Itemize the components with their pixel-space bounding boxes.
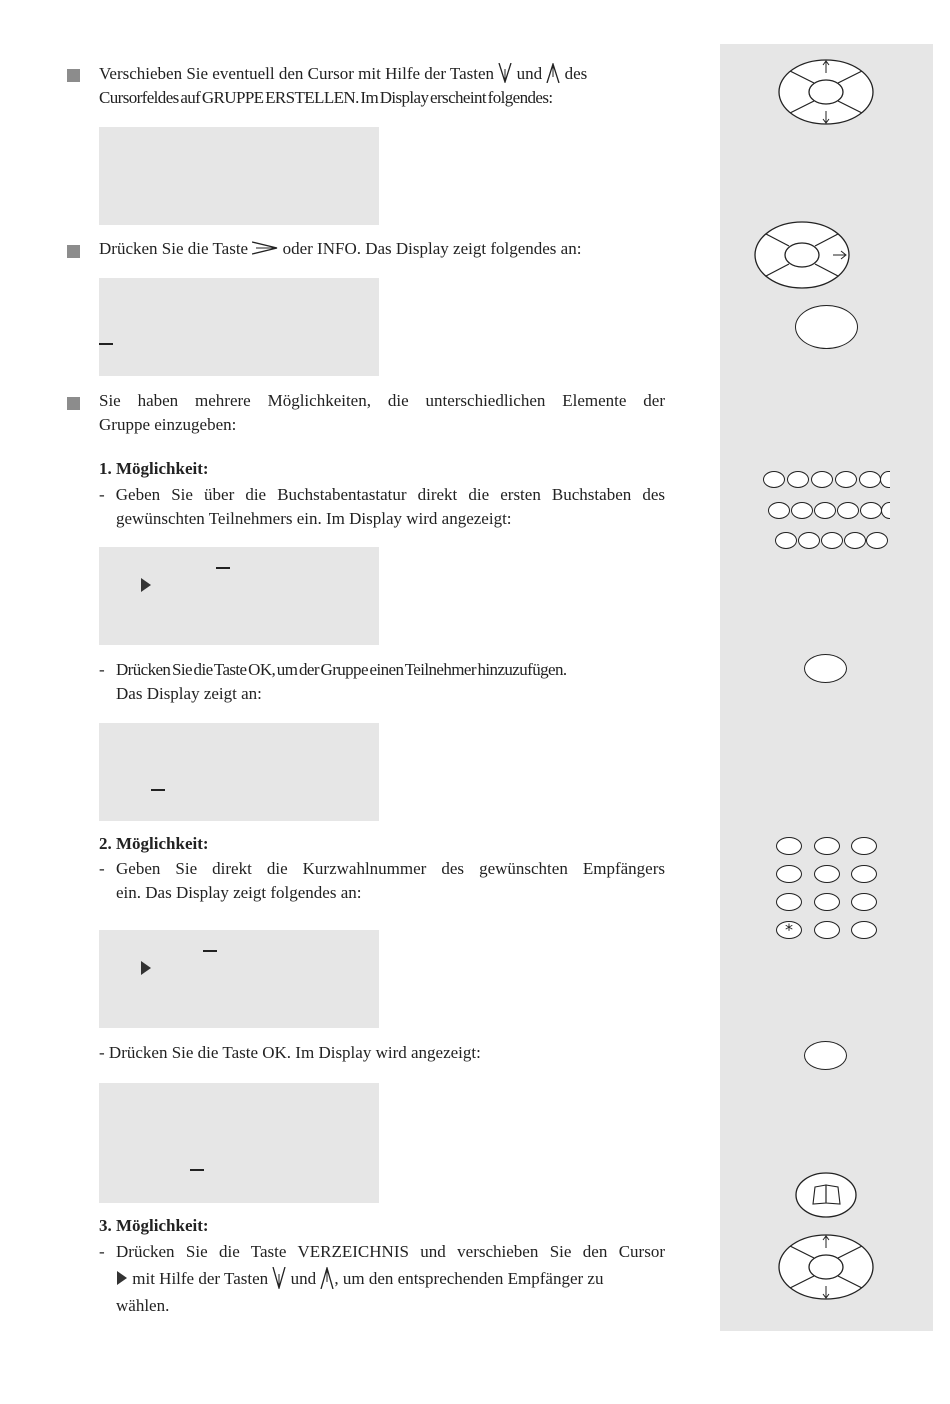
digit-key bbox=[851, 837, 877, 855]
step1-text bbox=[99, 62, 665, 110]
up-arrow-icon bbox=[546, 63, 560, 83]
info-key bbox=[795, 305, 858, 349]
letter-key bbox=[860, 502, 882, 519]
nav-pad-icon bbox=[777, 58, 875, 126]
lcd-cursor bbox=[99, 343, 113, 345]
digit-key bbox=[814, 921, 840, 939]
option2-text bbox=[99, 857, 665, 905]
letter-key bbox=[791, 502, 813, 519]
bullet bbox=[67, 245, 80, 258]
step3-text bbox=[99, 389, 665, 437]
letter-key bbox=[768, 502, 790, 519]
step1-line2: Cursorfeldes auf GRUPPE ERSTELLEN. Im Display erscheint folgendes: bbox=[99, 88, 553, 107]
option2-heading: 2. Möglichkeit: bbox=[99, 834, 209, 853]
down-arrow-icon bbox=[272, 1267, 286, 1289]
option1-line2: gewünschten Teilnehmers ein. Im Display wird angezeigt: bbox=[116, 509, 512, 528]
option3-text bbox=[99, 1240, 665, 1319]
option2-ok-text: - Drücken Sie die Taste OK. Im Display wird angezeigt: bbox=[99, 1043, 481, 1062]
digit-key bbox=[814, 893, 840, 911]
digit-key bbox=[776, 837, 802, 855]
option1-heading: 1. Möglichkeit: bbox=[99, 459, 209, 478]
down-arrow-icon bbox=[498, 63, 512, 83]
lcd-display-2 bbox=[99, 278, 379, 376]
step1-text-b: und bbox=[516, 64, 543, 83]
step3-line1: Sie haben mehrere Möglichkeiten, die unterschiedlichen Elemente der bbox=[99, 391, 665, 410]
ok-key bbox=[804, 1041, 847, 1070]
step1-text-a: Verschieben Sie eventuell den Cursor mit Hilfe der Tasten bbox=[99, 64, 495, 83]
lcd-display-6 bbox=[99, 1083, 379, 1203]
lcd-cursor bbox=[151, 789, 165, 791]
letter-key bbox=[835, 471, 857, 488]
step2-text bbox=[99, 237, 665, 261]
digit-key bbox=[851, 921, 877, 939]
letter-key bbox=[821, 532, 843, 549]
lcd-cursor bbox=[216, 567, 230, 569]
option3-line3: wählen. bbox=[116, 1296, 170, 1315]
letter-key bbox=[866, 532, 888, 549]
step1-text-c: des bbox=[564, 64, 588, 83]
lcd-display-1 bbox=[99, 127, 379, 225]
lcd-display-4 bbox=[99, 723, 379, 821]
cursor-triangle-icon bbox=[141, 578, 151, 592]
option1-line1: - Geben Sie über die Buchstabentastatur direkt die ersten Buchstaben des bbox=[99, 485, 665, 504]
up-arrow-icon bbox=[320, 1267, 334, 1289]
step2-text-b: oder INFO. Das Display zeigt folgendes an: bbox=[282, 239, 582, 258]
lcd-cursor bbox=[190, 1169, 204, 1171]
letter-key bbox=[880, 471, 890, 488]
option3-line2-a: mit Hilfe der Tasten bbox=[132, 1269, 269, 1288]
letter-key bbox=[844, 532, 866, 549]
lcd-display-5 bbox=[99, 930, 379, 1028]
cursor-triangle-icon bbox=[116, 1270, 128, 1286]
option3-line2-b: und bbox=[290, 1269, 317, 1288]
letter-key bbox=[798, 532, 820, 549]
star-key: * bbox=[776, 921, 802, 939]
option1-ok-line1: Drücken Sie die Taste OK, um der Gruppe einen Teilnehmer hinzuzufügen. bbox=[116, 660, 567, 679]
option3-heading: 3. Möglichkeit: bbox=[99, 1216, 209, 1235]
letter-key bbox=[859, 471, 881, 488]
letter-key bbox=[811, 471, 833, 488]
option3-line1: Drücken Sie die Taste VERZEICHNIS und verschieben Sie den Cursor bbox=[116, 1242, 665, 1261]
dash: - bbox=[99, 660, 105, 679]
letter-key bbox=[775, 532, 797, 549]
nav-pad-icon bbox=[753, 220, 851, 290]
letter-key bbox=[837, 502, 859, 519]
lcd-display-3 bbox=[99, 547, 379, 645]
digit-key bbox=[776, 865, 802, 883]
digit-key bbox=[776, 893, 802, 911]
option3-line2-c: , um den entsprechenden Empfänger zu bbox=[334, 1269, 604, 1288]
right-arrow-icon bbox=[252, 241, 278, 255]
option1-ok-text bbox=[99, 658, 665, 706]
lcd-cursor bbox=[203, 950, 217, 952]
option1-text bbox=[99, 483, 665, 531]
nav-pad-icon bbox=[777, 1233, 875, 1301]
dash: - bbox=[99, 859, 105, 878]
letter-key bbox=[814, 502, 836, 519]
dash: - bbox=[99, 1242, 105, 1261]
step2-text-a: Drücken Sie die Taste bbox=[99, 239, 249, 258]
letter-key bbox=[787, 471, 809, 488]
digit-key bbox=[814, 865, 840, 883]
step3-line2: Gruppe einzugeben: bbox=[99, 415, 237, 434]
digit-key bbox=[814, 837, 840, 855]
cursor-triangle-icon bbox=[141, 961, 151, 975]
option2-line2: ein. Das Display zeigt folgendes an: bbox=[116, 883, 362, 902]
bullet bbox=[67, 397, 80, 410]
letter-key bbox=[763, 471, 785, 488]
digit-key bbox=[851, 865, 877, 883]
option2-line1: Geben Sie direkt die Kurzwahlnummer des gewünschten Empfängers bbox=[116, 859, 665, 878]
digit-key bbox=[851, 893, 877, 911]
ok-key bbox=[804, 654, 847, 683]
option1-ok-line2: Das Display zeigt an: bbox=[116, 684, 262, 703]
bullet bbox=[67, 69, 80, 82]
book-icon bbox=[795, 1171, 857, 1219]
